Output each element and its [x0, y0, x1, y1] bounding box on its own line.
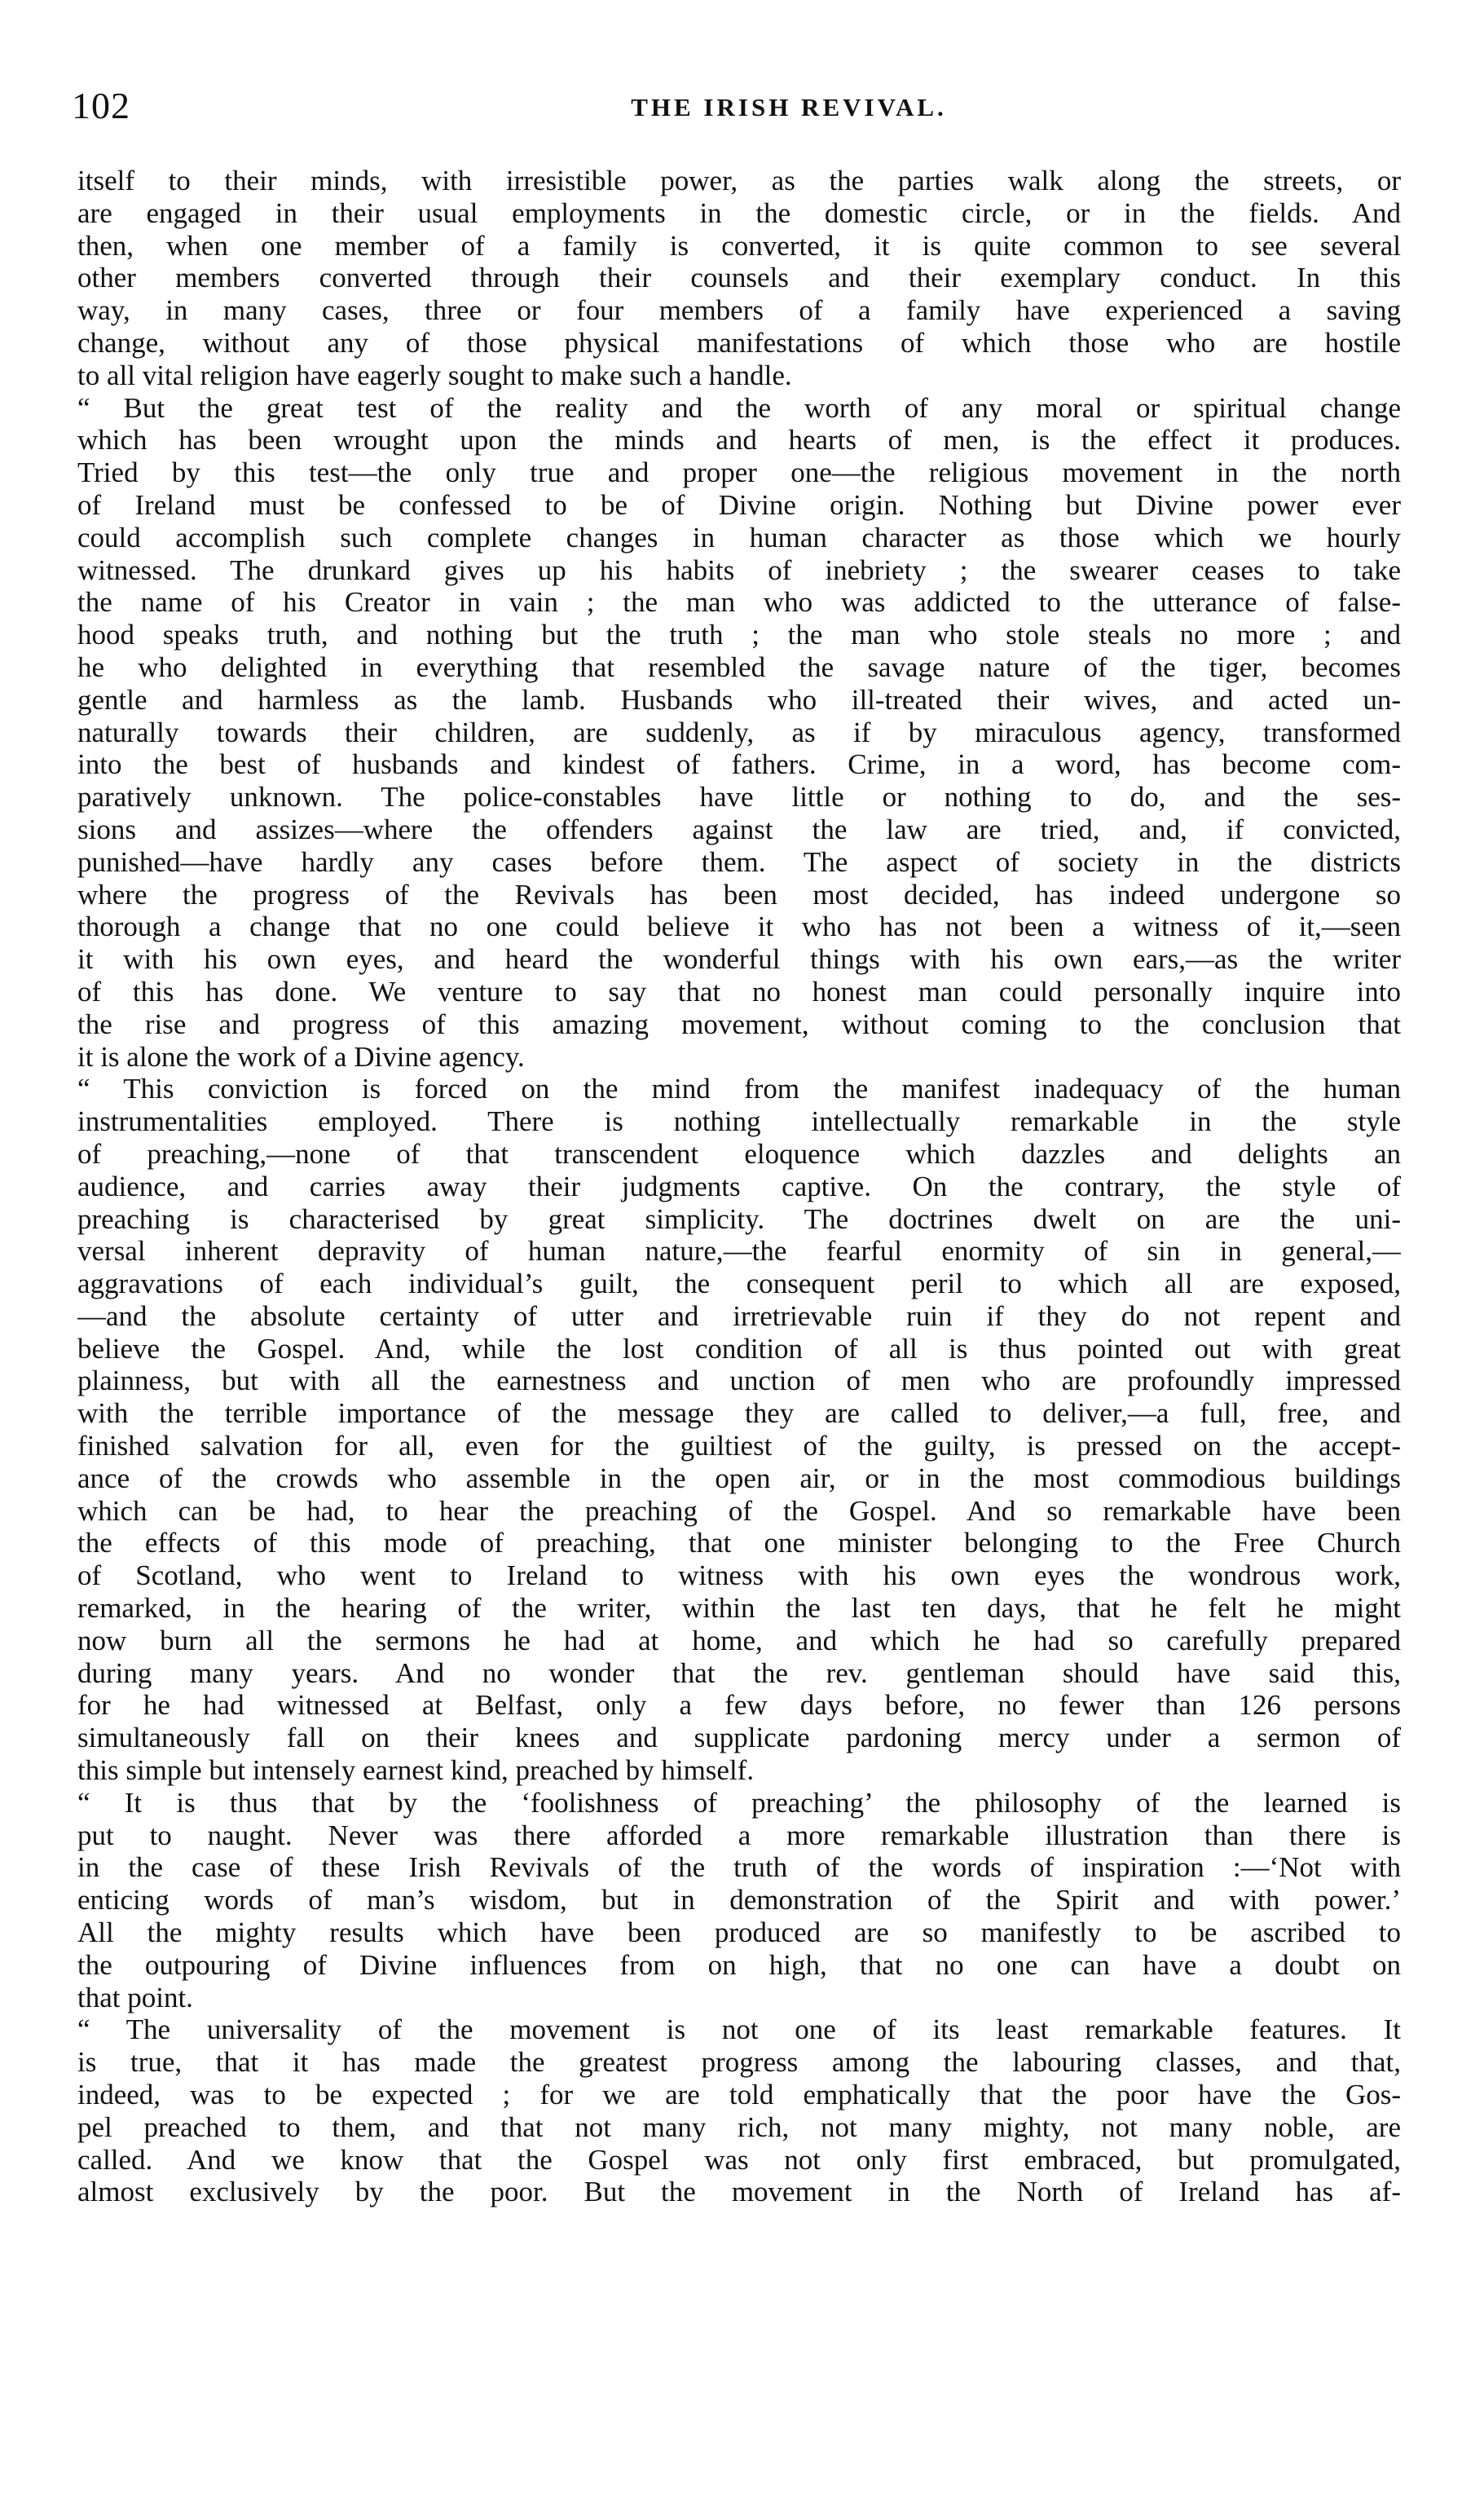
text-line: of Ireland must be confessed to be of Divine origin. Nothing but Divine power ever — [77, 488, 1401, 521]
text-line: instrumentalities employed. There is nothing intellectually remarkable in the style — [77, 1105, 1401, 1138]
text-line: it with his own eyes, and heard the wonderful things with his own ears,—as the writer — [77, 943, 1401, 976]
text-line: change, without any of those physical manifestations of which those who are hostile — [77, 326, 1401, 359]
text-line: sions and assizes—where the offenders against the law are tried, and, if convicted, — [77, 813, 1401, 845]
text-line: could accomplish such complete changes in human character as those which we hourly — [77, 521, 1401, 554]
text-line: for he had witnessed at Belfast, only a few days before, no fewer than 126 persons — [77, 1689, 1401, 1722]
text-line: believe the Gospel. And, while the lost condition of all is thus pointed out with great — [77, 1332, 1401, 1365]
text-line: pel preached to them, and that not many rich, not many mighty, not many noble, are — [77, 2110, 1401, 2143]
text-line: “ The universality of the movement is not one of its least remarkable features. It — [77, 2013, 1401, 2046]
text-line: the effects of this mode of preaching, that one minister belonging to the Free Church — [77, 1527, 1401, 1559]
text-line: the rise and progress of this amazing movement, without coming to the conclusion that — [77, 1008, 1401, 1040]
text-line: hood speaks truth, and nothing but the truth ; the man who stole steals no more ; and — [77, 619, 1401, 651]
text-line: with the terrible importance of the message they are called to deliver,—a full, free, and — [77, 1397, 1401, 1430]
text-line: preaching is characterised by great simplicity. The doctrines dwelt on are the uni- — [77, 1202, 1401, 1235]
text-line: that point. — [77, 1981, 193, 2013]
text-line: ance of the crowds who assemble in the open air, or in the most commodious buildings — [77, 1462, 1401, 1494]
text-line: naturally towards their children, are suddenly, as if by miraculous agency, transformed — [77, 716, 1401, 748]
text-line: to all vital religion have eagerly sought to make such a handle. — [77, 359, 792, 391]
text-line: finished salvation for all, even for the guiltiest of the guilty, is pressed on the accept- — [77, 1430, 1401, 1462]
paragraph — [77, 392, 1401, 1074]
text-line: this simple but intensely earnest kind, preached by himself. — [77, 1754, 755, 1787]
text-line: are engaged in their usual employments in the domestic circle, or in the fields. And — [77, 196, 1401, 229]
text-line: —and the absolute certainty of utter and irretrievable ruin if they do not repent and — [77, 1299, 1401, 1332]
text-line: thorough a change that no one could believe it who has not been a witness of it,—seen — [77, 911, 1401, 943]
text-line: put to naught. Never was there afforded a more remarkable illustration than there is — [77, 1819, 1401, 1851]
text-line: he who delighted in everything that resembled the savage nature of the tiger, becomes — [77, 651, 1401, 683]
text-line: is true, that it has made the greatest progress among the labouring classes, and that, — [77, 2046, 1401, 2079]
text-line: which has been wrought upon the minds and hearts of men, is the effect it produces. — [77, 424, 1401, 456]
text-line: versal inherent depravity of human nature,—the fearful enormity of sin in general,— — [77, 1235, 1401, 1268]
text-line: then, when one member of a family is converted, it is quite common to see several — [77, 229, 1401, 262]
text-line: called. And we know that the Gospel was not only first embraced, but promulgated, — [77, 2143, 1401, 2176]
paragraph — [77, 1787, 1401, 2014]
text-line: “ But the great test of the reality and the worth of any moral or spiritual change — [77, 391, 1401, 424]
text-line: “ This conviction is forced on the mind from the manifest inadequacy of the human — [77, 1073, 1401, 1105]
text-line: gentle and harmless as the lamb. Husbands who ill-treated their wives, and acted un- — [77, 683, 1401, 716]
text-line: remarked, in the hearing of the writer, within the last ten days, that he felt he might — [77, 1592, 1401, 1625]
text-line: which can be had, to hear the preaching of the Gospel. And so remarkable have been — [77, 1494, 1401, 1527]
text-line: where the progress of the Revivals has been most decided, has indeed undergone so — [77, 878, 1401, 911]
text-line: paratively unknown. The police-constables have little or nothing to do, and the ses- — [77, 781, 1401, 814]
paragraph — [77, 2013, 1401, 2208]
text-line: Tried by this test—the only true and proper one—the religious movement in the north — [77, 456, 1401, 489]
text-line: indeed, was to be expected ; for we are told emphatically that the poor have the Gos- — [77, 2079, 1401, 2111]
text-line: punished—have hardly any cases before them. The aspect of society in the districts — [77, 845, 1401, 878]
paragraph — [77, 165, 1401, 392]
text-line: All the mighty results which have been produced are so manifestly to be ascribed to — [77, 1916, 1401, 1949]
text-line: in the case of these Irish Revivals of the truth of the words of inspiration :—‘Not with — [77, 1851, 1401, 1884]
body-text — [77, 165, 1401, 2208]
text-line: itself to their minds, with irresistible power, as the parties walk along the streets, or — [77, 165, 1401, 196]
running-head — [72, 82, 1408, 130]
text-line: into the best of husbands and kindest of fathers. Crime, in a word, has become com- — [77, 748, 1401, 781]
text-line: it is alone the work of a Divine agency. — [77, 1040, 525, 1073]
text-line: witnessed. The drunkard gives up his habits of inebriety ; the swearer ceases to take — [77, 554, 1401, 586]
text-line: “ It is thus that by the ‘foolishness of preaching’ the philosophy of the learned is — [77, 1786, 1401, 1819]
text-line: now burn all the sermons he had at home, and which he had so carefully prepared — [77, 1624, 1401, 1656]
text-line: the name of his Creator in vain ; the man who was addicted to the utterance of false- — [77, 586, 1401, 619]
text-line: enticing words of man’s wisdom, but in demonstration of the Spirit and with power.’ — [77, 1884, 1401, 1916]
text-line: simultaneously fall on their knees and supplicate pardoning mercy under a sermon of — [77, 1722, 1401, 1754]
running-title: THE IRISH REVIVAL. — [631, 93, 947, 121]
text-line: audience, and carries away their judgments captive. On the contrary, the style of — [77, 1170, 1401, 1202]
text-line: of Scotland, who went to Ireland to witness with his own eyes the wondrous work, — [77, 1559, 1401, 1592]
text-line: almost exclusively by the poor. But the movement in the North of Ireland has af- — [77, 2176, 1401, 2208]
page-number: 102 — [72, 85, 130, 126]
text-line: aggravations of each individual’s guilt, the consequent peril to which all are exposed, — [77, 1268, 1401, 1300]
text-line: of this has done. We venture to say that no honest man could personally inquire into — [77, 975, 1401, 1008]
text-line: the outpouring of Divine influences from on high, that no one can have a doubt on — [77, 1948, 1401, 1981]
paragraph — [77, 1073, 1401, 1787]
text-line: during many years. And no wonder that the rev. gentleman should have said this, — [77, 1656, 1401, 1689]
text-line: other members converted through their counsels and their exemplary conduct. In this — [77, 262, 1401, 294]
text-line: way, in many cases, three or four members of a family have experienced a saving — [77, 294, 1401, 327]
text-line: of preaching,—none of that transcendent eloquence which dazzles and delights an — [77, 1137, 1401, 1170]
text-line: plainness, but with all the earnestness and unction of men who are profoundly impressed — [77, 1365, 1401, 1397]
